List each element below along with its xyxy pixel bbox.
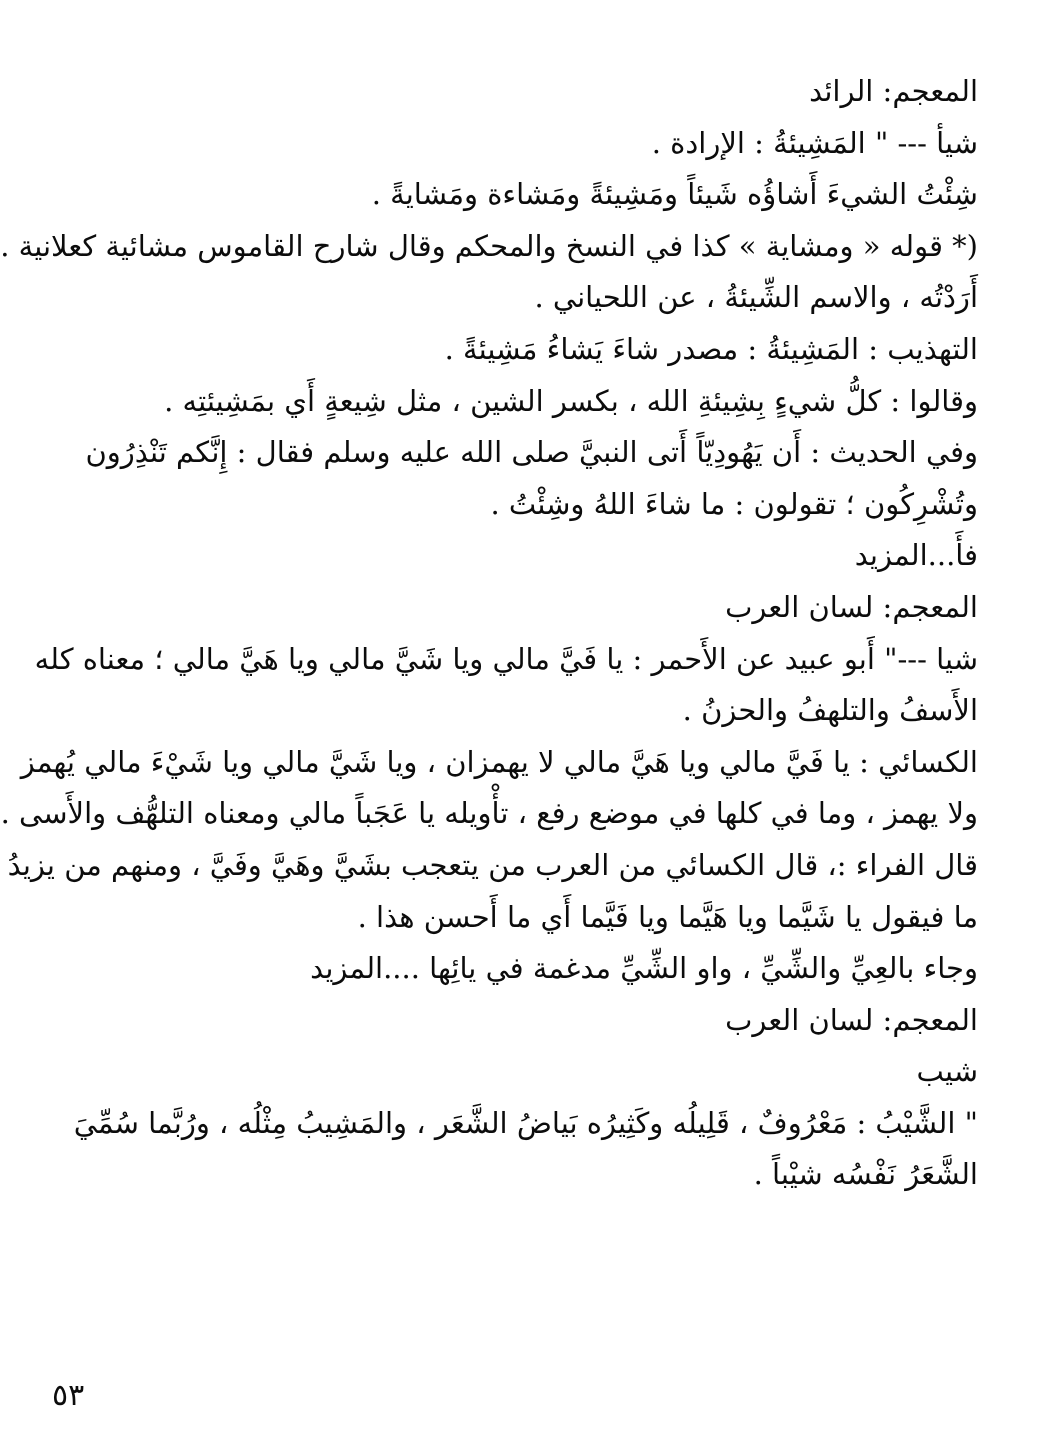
text-line: قال الفراء :، قال الكسائي من العرب من يتعجب بشَيَّ وهَيَّ وفَيَّ ، ومنهم من يزيدُ (7, 847, 978, 882)
page-number: ٥٣ (52, 1378, 85, 1413)
text-line: الأَسفُ والتلهفُ والحزنُ . (682, 693, 978, 728)
text-line: شيأ --- " المَشِيئةُ : الإرادة . (651, 125, 978, 160)
text-line: شِئْتُ الشيءَ أَشاؤُه شَيئاً ومَشِيئةً ومَشاءة ومَشايةً . (371, 177, 978, 212)
text-line: وتُشْرِكُون ؛ تقولون : ما شاءَ اللهُ وشِئْتُ . (490, 486, 978, 521)
text-line: (* قوله « ومشاية » كذا في النسخ والمحكم وقال شارح القاموس مشائية كعلانية . (0, 228, 978, 263)
text-line: " الشَّيْبُ : مَعْرُوفٌ ، قَلِيلُه وكَثِيرُه بَياضُ الشَّعَر ، والمَشِيبُ مِثْلُه ، ورُبَّما سُمِّيَ (73, 1105, 978, 1140)
text-line: الشَّعَرُ نَفْسُه شيْباً . (753, 1157, 978, 1192)
text-line: أَرَدْتُه ، والاسم الشِّيئةُ ، عن اللحياني . (534, 280, 978, 315)
text-line: وجاء بالعِيِّ والشِّيِّ ، واو الشِّيِّ مدغمة في يائِها ....المزيد (310, 951, 978, 986)
text-line: التهذيب : المَشِيئةُ : مصدر شاءَ يَشاءُ مَشِيئةً . (444, 331, 978, 366)
text-line: المعجم: لسان العرب (725, 1002, 978, 1037)
text-line: المعجم: الرائد (809, 74, 978, 108)
text-line: وقالوا : كلُّ شيءٍ بِشِيئةِ الله ، بكسر الشين ، مثل شِيعةٍ أَي بمَشِيئتِه . (164, 383, 978, 418)
dictionary-text (0, 66, 978, 1201)
text-line: ولا يهمز ، وما في كلها في موضع رفع ، تأْويله يا عَجَباً مالي ومعناه التلهُّف والأَسى . (0, 796, 978, 831)
text-line: المعجم: لسان العرب (725, 589, 978, 624)
text-line: ما فيقول يا شَيَّما ويا هَيَّما ويا فَيَّما أَي ما أَحسن هذا . (357, 899, 978, 934)
text-line: فأَ...المزيد (854, 538, 978, 573)
text-line: شيا ---" أَبو عبيد عن الأَحمر : يا فَيَّ مالي ويا شَيَّ مالي ويا هَيَّ مالي ؛ معناه كله (34, 641, 978, 676)
text-line: الكسائي : يا فَيَّ مالي ويا هَيَّ مالي لا يهمزان ، ويا شَيَّ مالي ويا شَيْءَ مالي يُهمز (20, 744, 978, 779)
text-line: وفي الحديث : أَن يَهُودِيّاً أَتى النبيَّ صلى الله عليه وسلم فقال : إِنَّكم تَنْذِرُون (85, 435, 978, 470)
text-line: شيب (916, 1054, 978, 1089)
